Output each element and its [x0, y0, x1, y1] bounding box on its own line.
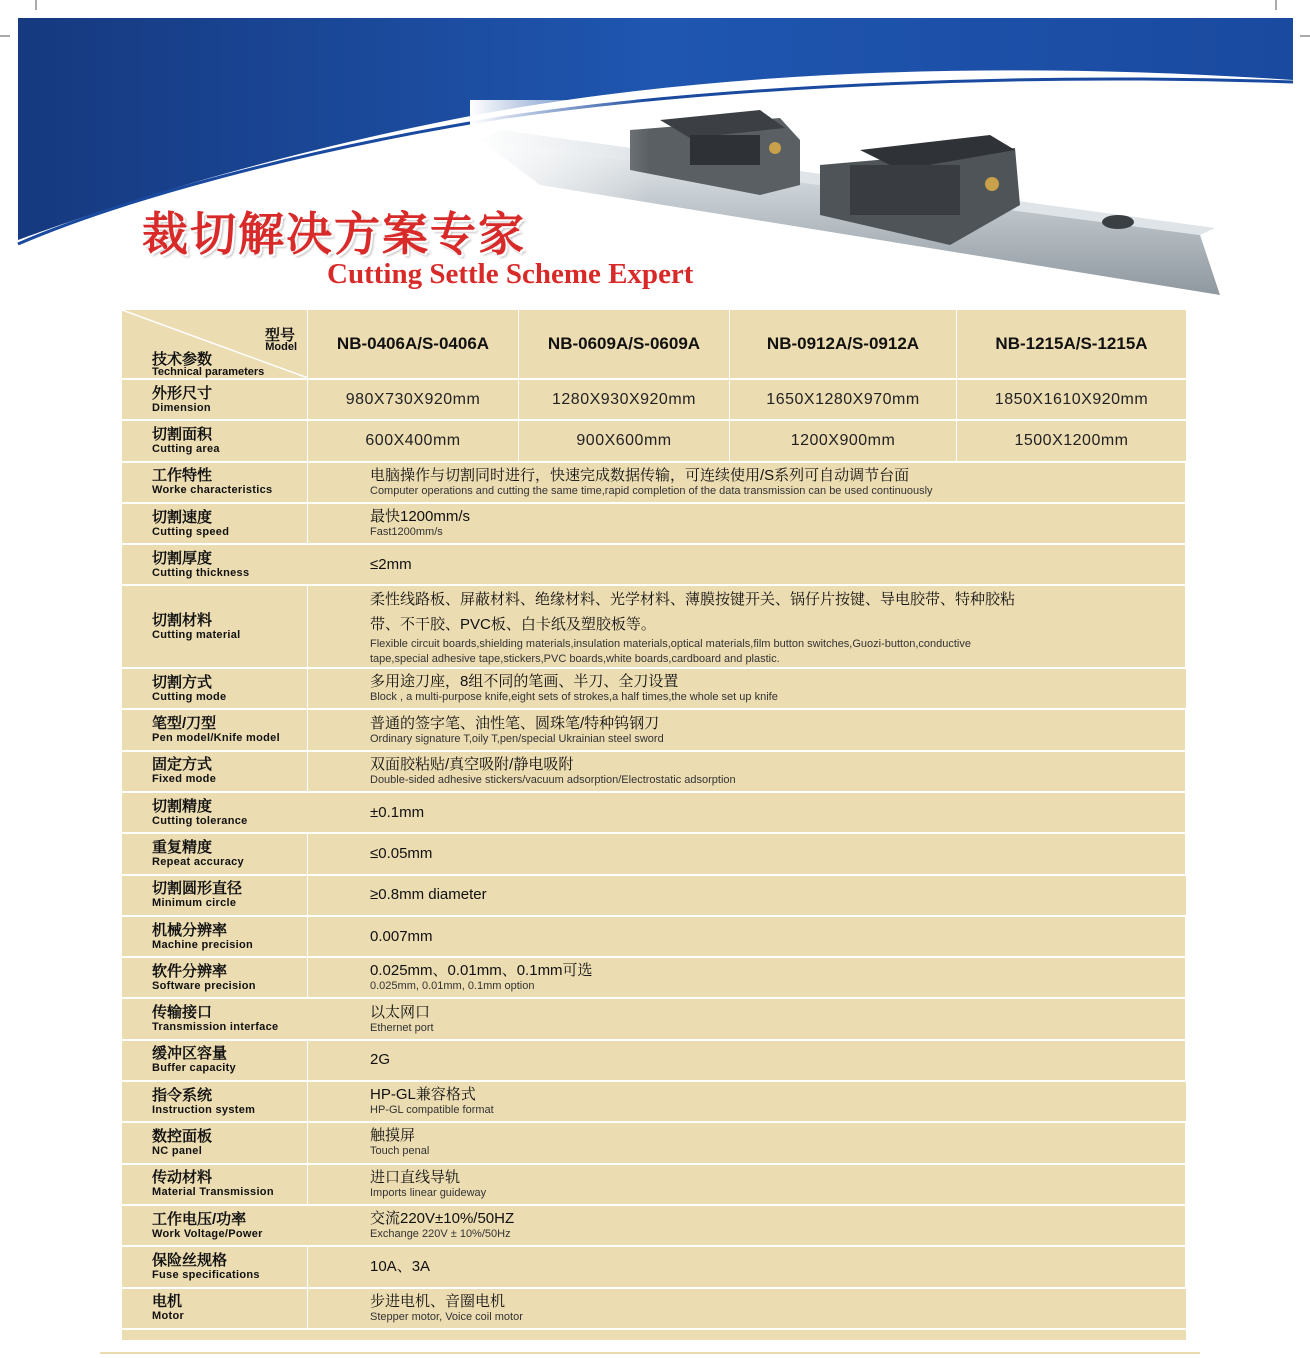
row-label-en: Cutting area — [152, 442, 220, 455]
row-value-cn: 10A、3A — [370, 1257, 431, 1275]
model-header: NB-1215A/S-1215A — [957, 310, 1186, 380]
row-value-en: Exchange 220V ± 10%/50Hz — [370, 1228, 511, 1241]
row-label — [122, 1082, 308, 1123]
row-value — [308, 1165, 1186, 1206]
row-label — [122, 380, 308, 421]
cutting-area-value: 900X600mm — [519, 421, 730, 462]
row-label — [122, 834, 308, 875]
cutting-area-value: 1500X1200mm — [957, 421, 1186, 462]
row-value-en: Stepper motor, Voice coil motor — [370, 1310, 523, 1323]
row-label-cn: 切割方式 — [152, 673, 213, 691]
row-value-cn: 2G — [370, 1051, 391, 1069]
row-value-cn: 触摸屏 — [370, 1127, 416, 1145]
row-label — [122, 876, 308, 917]
model-header: NB-0406A/S-0406A — [308, 310, 519, 380]
row-label-cn: 切割精度 — [152, 797, 213, 815]
row-value — [308, 876, 1186, 917]
row-value-en: 0.025mm, 0.01mm, 0.1mm option — [370, 980, 535, 993]
row-value-cn: ±0.1mm — [370, 803, 425, 821]
row-label-cn: 电机 — [152, 1293, 183, 1311]
row-value-cn: 0.025mm、0.01mm、0.1mm可选 — [370, 962, 593, 980]
row-label — [122, 545, 308, 586]
row-label-en: Machine precision — [152, 938, 254, 951]
row-value — [308, 586, 1186, 669]
row-label-en: Cutting mode — [152, 690, 227, 703]
cutting-area-value: 1200X900mm — [730, 421, 957, 462]
row-label — [122, 1206, 308, 1247]
row-value — [308, 1041, 1186, 1082]
row-label-en: Buffer capacity — [152, 1062, 236, 1075]
row-value-cn: 柔性线路板、屏蔽材料、绝缘材料、光学材料、薄膜按键开关、锅仔片按键、导电胶带、特种胶粘 — [370, 590, 1016, 608]
page-title-chinese: 裁切解决方案专家 — [142, 207, 526, 261]
row-value-en: Ordinary signature T,oily T,pen/special Ukrainian steel sword — [370, 732, 664, 745]
row-label-cn: 数控面板 — [152, 1127, 213, 1145]
row-label-en: Material Transmission — [152, 1186, 274, 1199]
corner-param-en: Technical parameters — [152, 366, 265, 378]
row-label-en: Cutting tolerance — [152, 814, 248, 827]
row-label-en: Fuse specifications — [152, 1268, 260, 1281]
row-label-cn: 切割圆形直径 — [152, 880, 243, 898]
row-value-cn: 电脑操作与切割同时进行，快速完成数据传输，可连续使用/S系列可自动调节台面 — [370, 466, 910, 484]
row-value-cn: 交流220V±10%/50HZ — [370, 1210, 515, 1228]
row-label-en: NC panel — [152, 1144, 203, 1157]
row-value-en: HP-GL compatible format — [370, 1104, 494, 1117]
row-label-cn: 切割面积 — [152, 425, 213, 443]
row-label-cn: 重复精度 — [152, 838, 213, 856]
row-label-cn: 机械分辨率 — [152, 921, 228, 939]
row-label-en: Transmission interface — [152, 1021, 279, 1034]
cutting-area-value: 600X400mm — [308, 421, 519, 462]
row-label — [122, 999, 308, 1040]
dimension-value: 1850X1610X920mm — [957, 380, 1186, 421]
model-header: NB-0912A/S-0912A — [730, 310, 957, 380]
row-value — [308, 1123, 1186, 1164]
row-value-cn: HP-GL兼容格式 — [370, 1086, 476, 1104]
row-label-cn: 外形尺寸 — [152, 384, 213, 402]
row-label-en: Fixed mode — [152, 773, 217, 786]
row-label-cn: 传动材料 — [152, 1169, 213, 1187]
row-value-cn: 0.007mm — [370, 927, 433, 945]
row-value-cn: 最快1200mm/s — [370, 508, 471, 526]
row-value — [308, 752, 1186, 793]
row-label-cn: 缓冲区容量 — [152, 1045, 228, 1063]
row-label-cn: 切割厚度 — [152, 549, 213, 567]
corner-param-cn: 技术参数 — [152, 351, 213, 368]
row-value-en: Ethernet port — [370, 1021, 434, 1034]
row-label — [122, 958, 308, 999]
row-value-cn: 进口直线导轨 — [370, 1168, 461, 1186]
row-value — [308, 958, 1186, 999]
row-value-cn: ≥0.8mm diameter — [370, 886, 487, 904]
row-value-en: Computer operations and cutting the same time,rapid completion of the data transmission can be used continuously — [370, 484, 933, 497]
row-label-en: Worke characteristics — [152, 484, 273, 497]
row-label — [122, 917, 308, 958]
row-value — [308, 545, 1186, 586]
row-label-cn: 固定方式 — [152, 756, 213, 774]
row-value-en: tape,special adhesive tape,stickers,PVC boards,white boards,cardboard and plastic. — [370, 652, 780, 665]
row-value — [308, 999, 1186, 1040]
row-label-cn: 软件分辨率 — [152, 962, 228, 980]
row-label-en: Pen model/Knife model — [152, 732, 280, 745]
table-corner-header — [122, 310, 308, 380]
spec-table — [122, 310, 1186, 1340]
row-label — [122, 421, 308, 462]
row-value-en: Double-sided adhesive stickers/vacuum adsorption/Electrostatic adsorption — [370, 773, 736, 786]
row-label — [122, 1289, 308, 1330]
row-value — [308, 1289, 1186, 1330]
row-label — [122, 1247, 308, 1288]
row-value — [308, 463, 1186, 504]
row-label — [122, 710, 308, 751]
row-label-en: Repeat accuracy — [152, 855, 244, 868]
row-value — [308, 1082, 1186, 1123]
row-label-cn: 工作电压/功率 — [152, 1210, 247, 1228]
row-label-cn: 切割速度 — [152, 508, 213, 526]
page-title-english: Cutting Settle Scheme Expert — [327, 258, 694, 290]
row-value-en: Imports linear guideway — [370, 1186, 487, 1199]
row-label-en: Motor — [152, 1310, 185, 1323]
row-value-cn: 多用途刀座，8组不同的笔画、半刀、全刀设置 — [370, 673, 679, 691]
row-label — [122, 669, 308, 710]
dimension-value: 1650X1280X970mm — [730, 380, 957, 421]
row-label-cn: 保险丝规格 — [152, 1251, 228, 1269]
row-label — [122, 1165, 308, 1206]
row-label — [122, 1041, 308, 1082]
row-label-en: Dimension — [152, 401, 211, 414]
row-value-en: Block , a multi-purpose knife,eight sets of strokes,a half times,the whole set up knife — [370, 691, 778, 704]
row-value-cn: ≤2mm — [370, 555, 412, 573]
dimension-value: 1280X930X920mm — [519, 380, 730, 421]
row-value-en: Touch penal — [370, 1145, 430, 1158]
row-value-en: Fast1200mm/s — [370, 526, 443, 539]
row-value — [308, 917, 1186, 958]
row-label — [122, 1123, 308, 1164]
row-value — [308, 669, 1186, 710]
row-value-cn: 以太网口 — [370, 1003, 431, 1021]
row-label-en: Instruction system — [152, 1103, 256, 1116]
row-value-en: Flexible circuit boards,shielding materials,insulation materials,optical materials,film button switches,Guozi-button,conductive — [370, 637, 971, 650]
row-label-en: Software precision — [152, 979, 256, 992]
row-label-cn: 指令系统 — [152, 1086, 213, 1104]
row-value — [308, 1247, 1186, 1288]
row-value-cn: ≤0.05mm — [370, 844, 433, 862]
row-label-en: Cutting thickness — [152, 566, 250, 579]
row-value-cn: 带、不干胶、PVC板、白卡纸及塑胶板等。 — [370, 615, 656, 633]
model-header: NB-0609A/S-0609A — [519, 310, 730, 380]
corner-model-en: Model — [265, 341, 297, 353]
row-value-cn: 双面胶粘贴/真空吸附/静电吸附 — [370, 755, 574, 773]
row-label — [122, 463, 308, 504]
footer-divider — [100, 1352, 1200, 1354]
row-label-en: Minimum circle — [152, 897, 237, 910]
row-label-en: Work Voltage/Power — [152, 1227, 263, 1240]
corner-model-cn: 型号 — [264, 327, 295, 344]
row-value-cn: 普通的签字笔、油性笔、圆珠笔/特种钨钢刀 — [370, 714, 660, 732]
row-label-cn: 工作特性 — [152, 467, 213, 485]
row-label-cn: 笔型/刀型 — [152, 715, 217, 733]
row-value — [308, 1206, 1186, 1247]
row-label — [122, 504, 308, 545]
row-value — [308, 504, 1186, 545]
row-value — [308, 710, 1186, 751]
dimension-value: 980X730X920mm — [308, 380, 519, 421]
row-label-cn: 切割材料 — [152, 611, 213, 629]
row-label-cn: 传输接口 — [152, 1004, 213, 1022]
row-label — [122, 793, 308, 834]
row-label — [122, 752, 308, 793]
row-value — [308, 834, 1186, 875]
row-label-en: Cutting material — [152, 628, 241, 641]
row-label-en: Cutting speed — [152, 525, 230, 538]
row-value-cn: 步进电机、音圈电机 — [370, 1292, 506, 1310]
row-value — [308, 793, 1186, 834]
row-label — [122, 586, 308, 669]
